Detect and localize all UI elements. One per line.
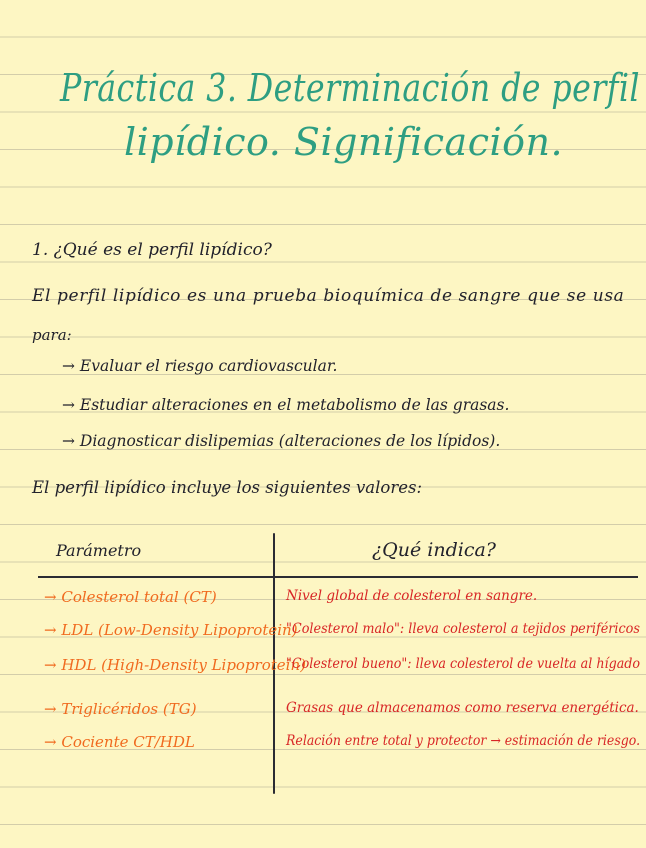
bullet-diagnosticar: → Diagnosticar dislipemias (alteraciones de los lípidos). — [62, 432, 501, 450]
section-question: 1. ¿Qué es el perfil lipídico? — [32, 240, 272, 260]
table-row-tg-meaning: Grasas que almacenamos como reserva energética. — [286, 700, 639, 716]
table-row-hdl-meaning: "Colesterol bueno": lleva colesterol de vuelta al hígado — [286, 656, 641, 672]
bullet-estudiar: → Estudiar alteraciones en el metabolismo de las grasas. — [62, 396, 510, 414]
intro-line-1: El perfil lipídico es una prueba bioquímica de sangre que se usa — [32, 286, 625, 306]
table-row-ldl-meaning: "Colesterol malo": lleva colesterol a tejidos periféricos — [286, 621, 640, 637]
bullet-evaluar: → Evaluar el riesgo cardiovascular. — [62, 357, 338, 375]
table-header-que-indica: ¿Qué indica? — [372, 539, 496, 561]
page-title-line-2: lipídico. Significación. — [124, 120, 564, 164]
intro-line-3: El perfil lipídico incluye los siguientes valores: — [32, 478, 423, 497]
table-row-ldl-parameter: → LDL (Low-Density Lipoprotein) — [44, 621, 298, 639]
table-row-hdl-parameter: → HDL (High-Density Lipoprotein) — [44, 656, 306, 674]
intro-line-2: para: — [32, 326, 72, 344]
table-row-ct-meaning: Nivel global de colesterol en sangre. — [286, 588, 538, 604]
table-row-ct-parameter: → Colesterol total (CT) — [44, 588, 217, 606]
page-title-line-1: Práctica 3. Determinación de perfil — [60, 66, 640, 110]
table-row-ratio-meaning: Relación entre total y protector → estimación de riesgo. — [286, 733, 641, 749]
table-row-ratio-parameter: → Cociente CT/HDL — [44, 733, 195, 751]
table-header-divider — [38, 576, 638, 578]
table-row-tg-parameter: → Triglicéridos (TG) — [44, 700, 197, 718]
table-header-parametro: Parámetro — [56, 541, 142, 560]
